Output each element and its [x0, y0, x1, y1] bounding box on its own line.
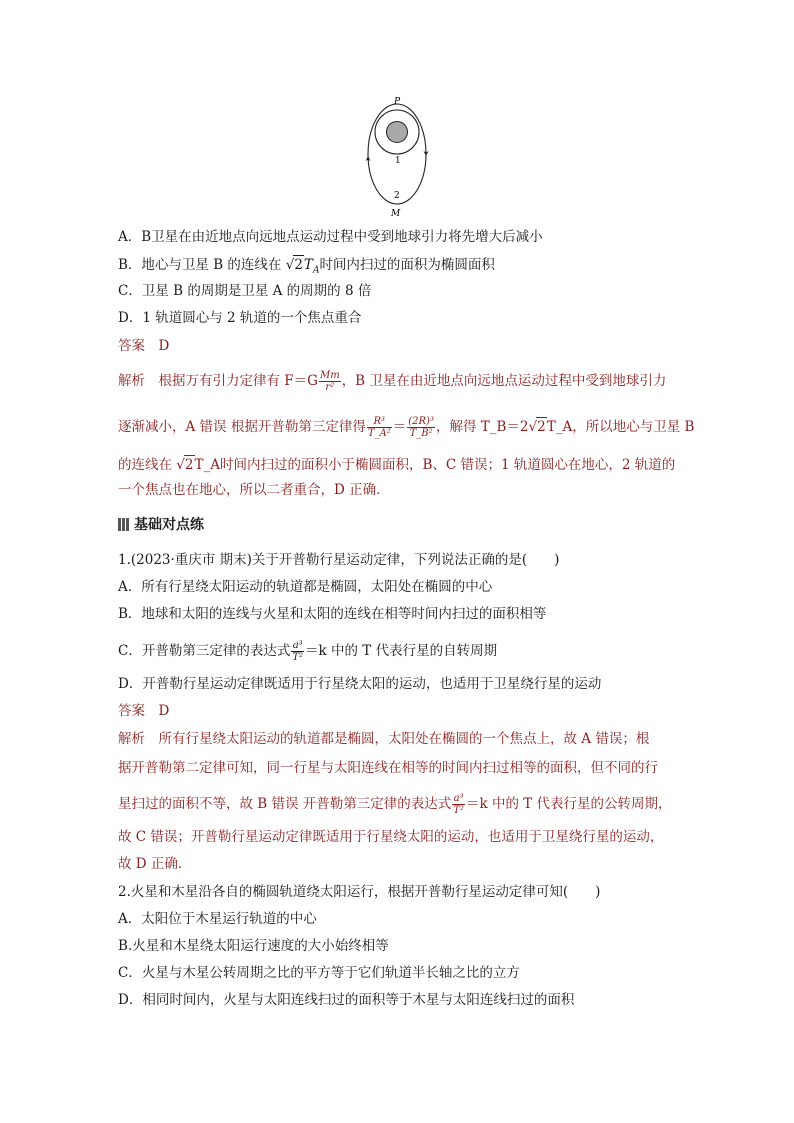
q1-answer: 答案 D [118, 703, 170, 719]
label-m: M [391, 209, 401, 219]
q1-option-a: A．所有行星绕太阳运动的轨道都是椭圆，太阳处在椭圆的中心 [118, 579, 493, 595]
q1-option-c: C．开普勒第三定律的表达式 $\frac{\text{a³}}{\text{T²}}$ ＝k 中的 T 代表行星的自转周期 [118, 640, 498, 663]
prev-option-d: D．1 轨道圆心与 2 轨道的一个焦点重合 [118, 310, 362, 326]
q1-explanation-line-1: 解析 所有行星绕太阳运动的轨道都是椭圆，太阳处在椭圆的一个焦点上，故 A 错误；根 [118, 731, 650, 747]
q2-option-d: D．相同时间内，火星与太阳连线扫过的面积等于木星与太阳连线扫过的面积 [118, 992, 575, 1008]
q1-stem: 1.(2023·重庆市 期末)关于开普勒行星运动定律，下列说法正确的是( ) [118, 552, 560, 568]
section-title: 基础对点练 [134, 517, 204, 533]
q1-option-b: B．地球和太阳的连线与火星和太阳的连线在相等时间内扫过的面积相等 [118, 606, 547, 622]
label-1: 1 [395, 156, 401, 166]
prev-answer: 答案 D [118, 338, 170, 354]
section-header [118, 514, 204, 534]
prev-explanation-line-1: 解析 根据万有引力定律有 F＝G $\frac{Mm}{\text{r²}}$ ，B 卫星在由近地点向远地点运动过程中受到地球引力 [118, 370, 667, 393]
q1-explanation-line-5: 故 D 正确． [118, 856, 192, 872]
orbit-figure [350, 92, 450, 222]
label-2: 2 [394, 191, 400, 201]
prev-explanation-line-4: 一个焦点也在地心，所以二者重合，D 正确． [118, 482, 390, 498]
prev-explanation-line-3: 的连线在 √2T_A时间内扫过的面积小于椭圆面积，B、C 错误；1 轨道圆心在地心，2 轨道的 [118, 457, 676, 473]
q2-option-b: B.火星和木星绕太阳运行速度的大小始终相等 [118, 938, 389, 954]
q1-option-d: D．开普勒行星运动定律既适用于行星绕太阳的运动，也适用于卫星绕行星的运动 [118, 676, 602, 692]
q2-stem: 2.火星和木星沿各自的椭圆轨道绕太阳运行，根据开普勒行星运动定律可知( ) [118, 884, 601, 900]
q1-explanation-line-4: 故 C 错误；开普勒行星运动定律既适用于行星绕太阳的运动，也适用于卫星绕行星的运动， [118, 829, 664, 845]
section-bar-icon [118, 518, 129, 531]
prev-option-a: A．B卫星在由近地点向远地点运动过程中受到地球引力将先增大后减小 [118, 229, 543, 245]
prev-explanation-line-2: 逐渐减小，A 错误 根据开普勒第三定律得 $\frac{\text{R³}}{\text{T\_A²}}$ ＝ $\frac{\text{(2R)³}}{\text{T\_B²}}$ ，解得 T_B＝2√2T_A，所以地心与卫星 B [118, 416, 695, 439]
q2-option-a: A．太阳位于木星运行轨道的中心 [118, 911, 317, 927]
q1-explanation-line-2: 据开普勒第二定律可知，同一行星与太阳连线在相等的时间内扫过相等的面积，但不同的行 [118, 760, 658, 776]
label-p: P [394, 97, 401, 107]
prev-option-c: C．卫星 B 的周期是卫星 A 的周期的 8 倍 [118, 283, 372, 299]
q1-explanation-line-3: 星扫过的面积不等，故 B 错误 开普勒第三定律的表达式 $\frac{\text{a³}}{\text{T²}}$ ＝k 中的 T 代表行星的公转周期， [118, 793, 672, 816]
prev-option-b: B．地心与卫星 B 的连线在 $√2T_A$时间内扫过的面积为椭圆面积 [118, 257, 495, 276]
earth [387, 122, 408, 143]
q2-option-c: C．火星与木星公转周期之比的平方等于它们轨道半长轴之比的立方 [118, 965, 520, 981]
